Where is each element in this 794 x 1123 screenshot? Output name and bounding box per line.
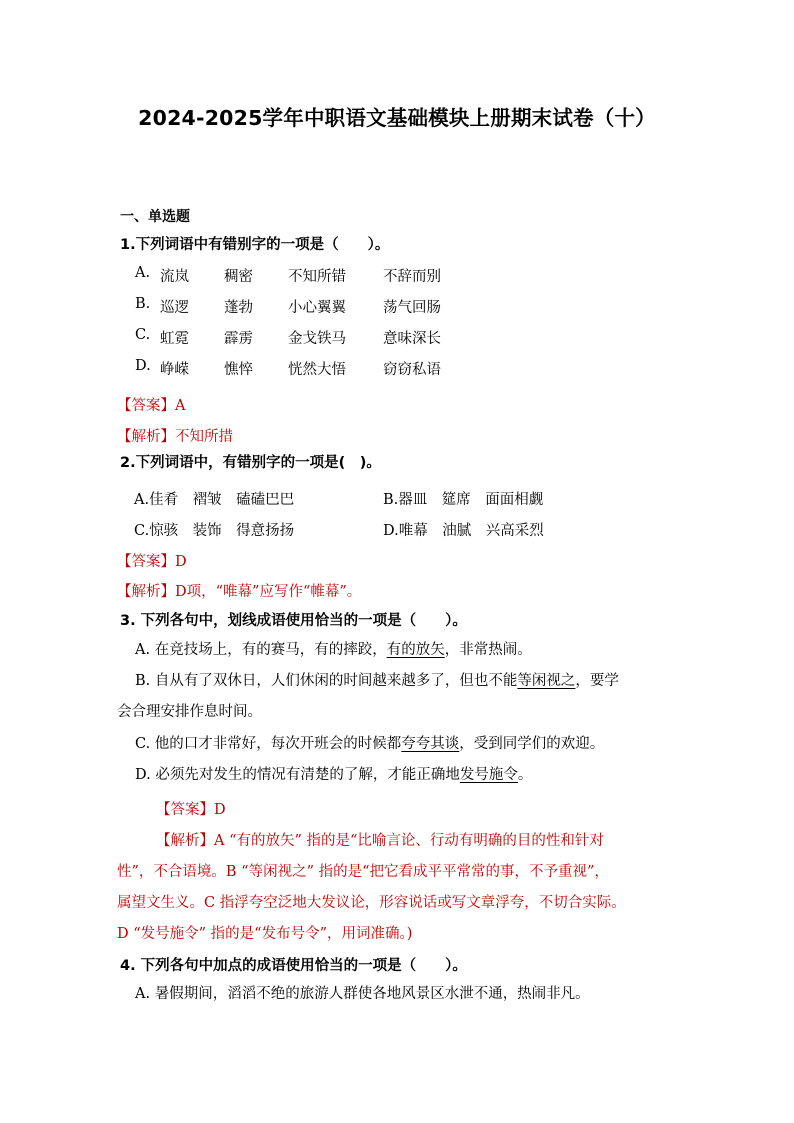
underlined-idiom: 有的放矢	[386, 642, 445, 658]
q2-answer: 【答案】D	[117, 554, 187, 570]
question-2-stem: 2.下列词语中，有错别字的一项是( )。	[120, 455, 381, 471]
q3-option-d: D. 必须先对发生的情况有清楚的了解，才能正确地发号施令。	[135, 767, 533, 783]
question-3-stem: 3. 下列各句中，划线成语使用恰当的一项是（ ）。	[120, 613, 467, 629]
q3-option-b: B. 自从有了双休日，人们休闲的时间越来越多了，但也不能等闲视之，要学	[135, 673, 619, 689]
q3-option-b-cont: 会合理安排作息时间。	[117, 704, 262, 720]
q3-option-c: C. 他的口才非常好，每次开班会的时候都夸夸其谈，受到同学们的欢迎。	[135, 736, 605, 752]
q2-option-d: D.唯幕 油腻 兴高采烈	[383, 523, 544, 539]
q2-option-b: B.器皿 筵席 面面相觑	[383, 492, 544, 508]
q3-analysis-line-4: D “发号施令” 指的是“发布号令”，用词准确。)	[117, 926, 413, 942]
q3-option-a: A. 在竞技场上，有的赛马，有的摔跤，有的放矢，非常热闹。	[135, 642, 532, 658]
underlined-idiom: 夸夸其谈	[401, 736, 460, 752]
underlined-idiom: 发号施令	[459, 767, 518, 783]
q3-analysis-line-2: 性”，不合语境。B “等闲视之” 指的是“把它看成平平常常的事，不予重视”，	[117, 864, 609, 880]
q2-option-c: C.惊骇 装饰 得意扬扬	[134, 523, 295, 539]
q4-option-a: A. 暑假期间，滔滔不绝的旅游人群使各地风景区水泄不通，热闹非凡。	[135, 986, 590, 1002]
q3-analysis-line-3: 属望文生义。C 指浮夸空泛地大发议论，形容说话或写文章浮夸，不切合实际。	[117, 895, 626, 911]
section-heading: 一、单选题	[120, 209, 190, 225]
q1-analysis: 【解析】不知所措	[117, 429, 233, 445]
question-4-stem: 4. 下列各句中加点的成语使用恰当的一项是（ ）。	[120, 958, 467, 974]
q3-analysis: 【解析】A “有的放矢” 指的是“比喻言论、行动有明确的目的性和针对	[156, 833, 604, 849]
q1-answer: 【答案】A	[117, 398, 186, 414]
q3-answer: 【答案】D	[156, 802, 226, 818]
q2-analysis: 【解析】D项，“唯幕”应写作“帷幕”。	[117, 584, 362, 600]
question-1-stem: 1.下列词语中有错别字的一项是（ ）。	[120, 237, 390, 253]
underlined-idiom: 等闲视之	[517, 673, 576, 689]
q2-option-a: A.佳肴 褶皱 磕磕巴巴	[134, 492, 295, 508]
page-title: 2024-2025学年中职语文基础模块上册期末试卷（十）	[138, 106, 656, 130]
